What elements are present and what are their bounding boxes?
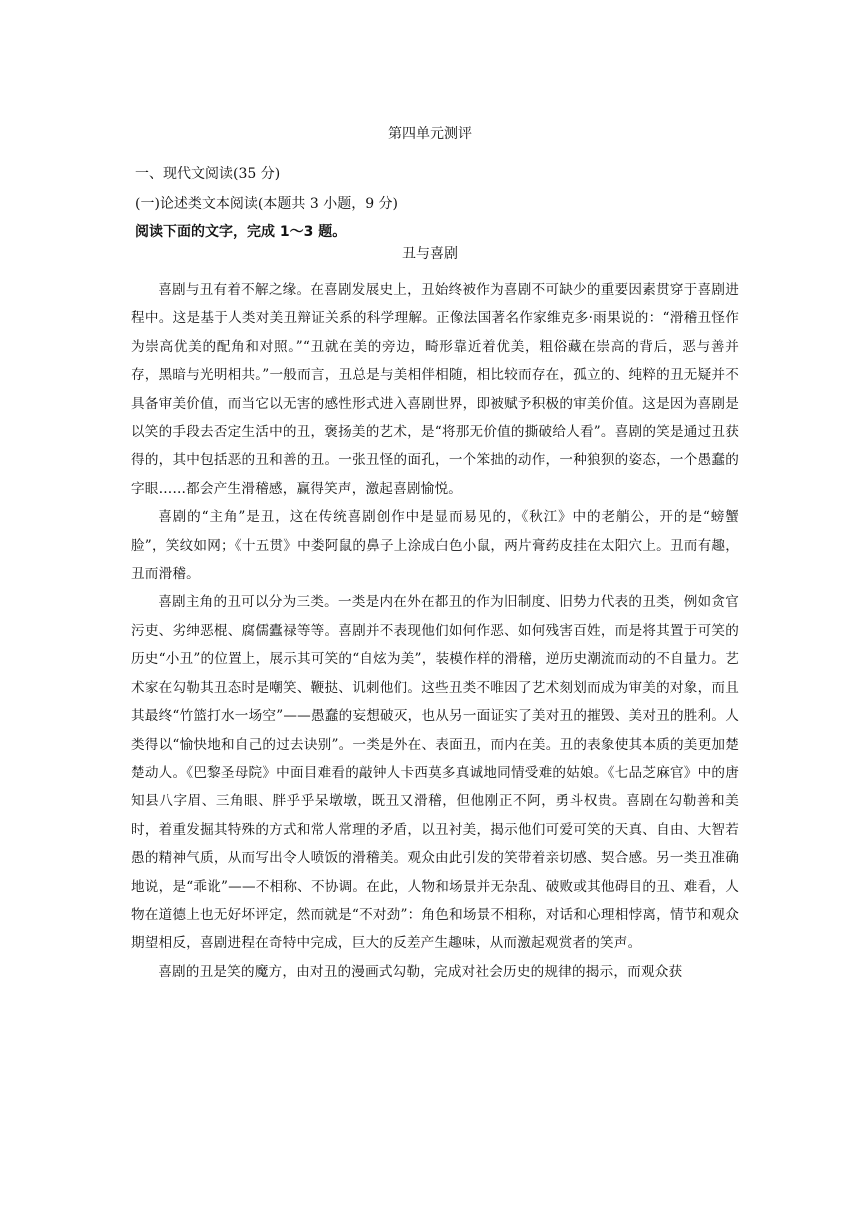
paragraph: 喜剧的“主角”是丑，这在传统喜剧创作中是显而易见的，《秋江》中的老艄公，开的是“螃蟹脸”，笑纹如网；《十五贯》中娄阿鼠的鼻子上涂成白色小鼠，两片膏药皮挂在太阳穴上。丑而有趣，丑而滑稽。 [131,509,739,583]
reading-instruction: 阅读下面的文字，完成 1～3 题。 [135,224,347,240]
section-heading: 一、现代文阅读(35 分) [135,166,281,182]
page-title: 第四单元测评 [388,126,472,142]
article-title: 丑与喜剧 [402,246,458,262]
paragraph: 喜剧主角的丑可以分为三类。一类是内在外在都丑的作为旧制度、旧势力代表的丑类，例如贪官污吏、劣绅恶棍、腐儒蠹禄等等。喜剧并不表现他们如何作恶、如何残害百姓，而是将其置于可笑的历史“小丑”的位置上，展示其可笑的“自炫为美”，装模作样的滑稽，逆历史潮流而动的不自量力。艺术家在勾勒其丑态时是嘲笑、鞭挞、讥刺他们。这些丑类不唯因了艺术刻划而成为审美的对象，而且其最终“竹篮打水一场空”——愚蠢的妄想破灭，也从另一面证实了美对丑的摧毁、美对丑的胜利。人类得以“愉快地和自己的过去诀别”。一类是外在、表面丑，而内在美。丑的表象使其本质的美更加楚楚动人。《巴黎圣母院》中面目难看的敲钟人卡西莫多真诚地同情受难的姑娘。《七品芝麻官》中的唐知县八字眉、三角眼、胖乎乎呆墩墩，既丑又滑稽，但他刚正不阿，勇斗权贵。喜剧在勾勒善和美时，着重发掘其特殊的方式和常人常理的矛盾，以丑衬美，揭示他们可爱可笑的天真、自由、大智若愚的精神气质，从而写出令人喷饭的滑稽美。观众由此引发的笑带着亲切感、契合感。另一类丑准确地说，是“乖讹”——不相称、不协调。在此，人物和场景并无杂乱、破败或其他碍目的丑、难看，人物在道德上也无好坏评定，然而就是“不对劲”：角色和场景不相称，对话和心理相悖离，情节和观众期望相反，喜剧进程在奇特中完成，巨大的反差产生趣味，从而激起观赏者的笑声。 [131,594,739,952]
subsection-heading: (一)论述类文本阅读(本题共 3 小题，9 分) [135,196,399,212]
article-body [131,276,739,986]
paragraph: 喜剧的丑是笑的魔方，由对丑的漫画式勾勒，完成对社会历史的规律的揭示，而观众获 [158,963,683,980]
paragraph: 喜剧与丑有着不解之缘。在喜剧发展史上，丑始终被作为喜剧不可缺少的重要因素贯穿于喜剧进程中。这是基于人类对美丑辩证关系的科学理解。正像法国著名作家维克多·雨果说的：“滑稽丑怪作为崇高优美的配角和对照。”“丑就在美的旁边，畸形靠近着优美，粗俗藏在崇高的背后，恶与善并存，黑暗与光明相共。”一般而言，丑总是与美相伴相随，相比较而存在，孤立的、纯粹的丑无疑并不具备审美价值，而当它以无害的感性形式进入喜剧世界，即被赋予积极的审美价值。这是因为喜剧是以笑的手段去否定生活中的丑，褒扬美的艺术，是“将那无价值的撕破给人看”。喜剧的笑是通过丑获得的，其中包括恶的丑和善的丑。一张丑怪的面孔，一个笨拙的动作，一种狼狈的姿态，一个愚蠢的字眼……都会产生滑稽感，赢得笑声，激起喜剧愉悦。 [131,282,739,497]
